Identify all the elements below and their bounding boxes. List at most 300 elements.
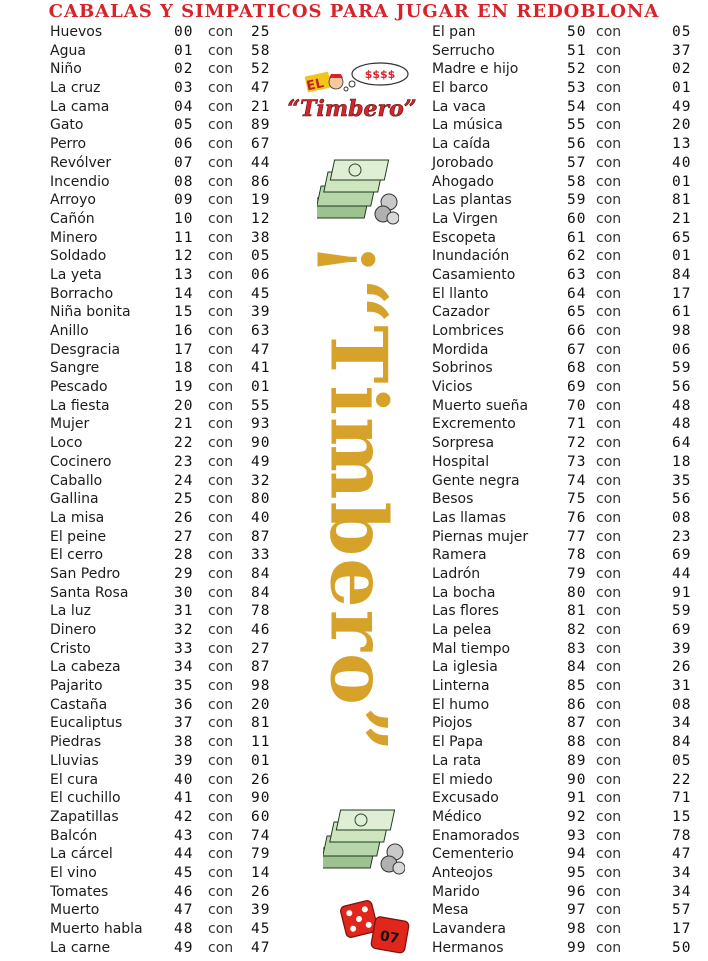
simpatico-number: 41 <box>251 360 271 377</box>
simpatico-number: 47 <box>251 939 271 956</box>
list-item <box>432 415 697 434</box>
simpatico-number: 47 <box>672 846 692 863</box>
connector-word: con <box>596 622 622 638</box>
list-item <box>432 883 697 902</box>
list-item <box>50 528 278 547</box>
cabala-name: Sorpresa <box>432 435 495 452</box>
right-column-list <box>432 23 697 957</box>
list-item <box>50 509 278 528</box>
simpatico-number: 33 <box>251 547 271 564</box>
simpatico-number: 59 <box>672 603 692 620</box>
connector-word: con <box>596 547 622 564</box>
cabala-number: 68 <box>567 360 587 377</box>
cabala-name: Perro <box>50 136 87 153</box>
list-item <box>50 827 278 846</box>
connector-word: con <box>596 416 622 433</box>
list-item <box>50 397 278 416</box>
simpatico-number: 67 <box>251 136 271 153</box>
simpatico-number: 01 <box>672 173 692 190</box>
simpatico-number: 79 <box>251 846 271 863</box>
cabala-number: 81 <box>567 603 587 620</box>
cabala-name: Las plantas <box>432 192 512 209</box>
simpatico-number: 84 <box>251 584 271 601</box>
cabala-number: 11 <box>174 229 194 246</box>
cabala-name: Muerto habla <box>50 921 143 937</box>
connector-word: con <box>596 883 622 900</box>
connector-word: con <box>208 939 234 956</box>
connector-word: con <box>596 790 622 807</box>
list-item <box>432 98 697 117</box>
cabala-number: 27 <box>174 528 194 545</box>
connector-word: con <box>208 435 234 452</box>
cabala-number: 93 <box>567 827 587 844</box>
cabala-name: La luz <box>50 603 91 620</box>
simpatico-number: 08 <box>672 696 692 713</box>
simpatico-number: 12 <box>251 210 271 227</box>
connector-word: con <box>596 771 622 788</box>
cabala-name: Muerto sueña <box>432 397 529 414</box>
list-item <box>50 98 278 117</box>
cabala-number: 66 <box>567 323 587 339</box>
cabala-number: 87 <box>567 715 587 732</box>
cabala-number: 28 <box>174 547 194 564</box>
simpatico-number: 21 <box>672 210 692 227</box>
list-item <box>50 584 278 603</box>
cabala-number: 61 <box>567 229 587 246</box>
simpatico-number: 15 <box>672 808 692 825</box>
connector-word: con <box>596 603 622 620</box>
connector-word: con <box>208 921 234 937</box>
list-item <box>432 341 697 360</box>
simpatico-number: 34 <box>672 864 692 881</box>
cabala-name: La música <box>432 117 503 134</box>
connector-word: con <box>596 61 622 78</box>
connector-word: con <box>208 248 234 265</box>
list-item <box>50 60 278 79</box>
connector-word: con <box>596 360 622 377</box>
simpatico-number: 01 <box>251 379 271 396</box>
cabala-name: Cementerio <box>432 846 514 863</box>
cabala-name: Escopeta <box>432 229 496 246</box>
simpatico-number: 58 <box>251 42 271 59</box>
cabala-number: 80 <box>567 584 587 601</box>
simpatico-number: 55 <box>251 397 271 414</box>
simpatico-number: 37 <box>672 42 692 59</box>
simpatico-number: 39 <box>251 902 271 919</box>
simpatico-number: 84 <box>672 734 692 751</box>
list-item <box>50 79 278 98</box>
cabala-number: 31 <box>174 603 194 620</box>
list-item <box>50 453 278 472</box>
simpatico-number: 93 <box>251 416 271 433</box>
list-item <box>50 247 278 266</box>
connector-word: con <box>208 771 234 788</box>
list-item <box>432 434 697 453</box>
cabala-number: 44 <box>174 846 194 863</box>
connector-word: con <box>208 416 234 433</box>
list-item <box>432 827 697 846</box>
connector-word: con <box>208 266 234 283</box>
cabala-number: 76 <box>567 509 587 526</box>
cabala-number: 19 <box>174 379 194 396</box>
page-title: CABALAS Y SIMPATICOS PARA JUGAR EN REDOBLONA <box>48 1 660 22</box>
connector-word: con <box>208 509 234 526</box>
cabala-name: Madre e hijo <box>432 61 519 78</box>
connector-word: con <box>208 715 234 732</box>
cabala-name: Enamorados <box>432 827 520 844</box>
simpatico-number: 86 <box>251 173 271 190</box>
cabala-name: Huevos <box>50 24 103 40</box>
cabala-number: 50 <box>567 24 587 40</box>
connector-word: con <box>596 117 622 134</box>
simpatico-number: 48 <box>672 416 692 433</box>
cabala-name: Pescado <box>50 379 108 396</box>
cabala-name: Las llamas <box>432 509 506 526</box>
simpatico-number: 32 <box>251 472 271 489</box>
list-item <box>432 490 697 509</box>
list-item <box>432 696 697 715</box>
simpatico-number: 61 <box>672 304 692 321</box>
cabala-name: Anteojos <box>432 864 493 881</box>
cabala-name: Santa Rosa <box>50 584 129 601</box>
cabala-number: 32 <box>174 622 194 638</box>
cabala-name: Mordida <box>432 341 489 358</box>
cabala-name: El cuchillo <box>50 790 121 807</box>
list-item <box>432 789 697 808</box>
list-item <box>50 415 278 434</box>
connector-word: con <box>596 472 622 489</box>
simpatico-number: 13 <box>672 136 692 153</box>
list-item <box>432 901 697 920</box>
cabala-name: El llanto <box>432 285 489 302</box>
connector-word: con <box>208 883 234 900</box>
list-item <box>432 116 697 135</box>
list-item <box>50 546 278 565</box>
list-item <box>50 901 278 920</box>
list-item <box>432 602 697 621</box>
simpatico-number: 50 <box>672 939 692 956</box>
simpatico-number: 65 <box>672 229 692 246</box>
simpatico-number: 91 <box>672 584 692 601</box>
cabala-number: 00 <box>174 24 194 40</box>
cabala-name: Cristo <box>50 640 91 657</box>
cabala-name: Gato <box>50 117 84 134</box>
connector-word: con <box>208 622 234 638</box>
list-item <box>50 845 278 864</box>
simpatico-number: 08 <box>672 509 692 526</box>
connector-word: con <box>596 42 622 59</box>
cabala-number: 71 <box>567 416 587 433</box>
simpatico-number: 98 <box>251 678 271 695</box>
list-item <box>432 658 697 677</box>
cabala-number: 56 <box>567 136 587 153</box>
connector-word: con <box>208 565 234 582</box>
cabala-number: 37 <box>174 715 194 732</box>
connector-word: con <box>596 939 622 956</box>
list-item <box>432 191 697 210</box>
cabala-number: 40 <box>174 771 194 788</box>
connector-word: con <box>596 491 622 508</box>
cabala-number: 26 <box>174 509 194 526</box>
connector-word: con <box>208 117 234 134</box>
cabala-number: 72 <box>567 435 587 452</box>
simpatico-number: 78 <box>672 827 692 844</box>
cabala-number: 18 <box>174 360 194 377</box>
simpatico-number: 34 <box>672 883 692 900</box>
list-item <box>432 640 697 659</box>
left-column-list <box>50 23 278 957</box>
cabala-number: 24 <box>174 472 194 489</box>
cabala-name: Sobrinos <box>432 360 493 377</box>
simpatico-number: 44 <box>672 565 692 582</box>
simpatico-number: 18 <box>672 453 692 470</box>
list-item <box>50 864 278 883</box>
connector-word: con <box>208 42 234 59</box>
cabala-number: 30 <box>174 584 194 601</box>
connector-word: con <box>208 846 234 863</box>
cabala-name: Excusado <box>432 790 499 807</box>
cabala-name: Las flores <box>432 603 499 620</box>
simpatico-number: 31 <box>672 678 692 695</box>
list-item <box>50 173 278 192</box>
simpatico-number: 45 <box>251 921 271 937</box>
connector-word: con <box>596 509 622 526</box>
simpatico-number: 14 <box>251 864 271 881</box>
list-item <box>50 434 278 453</box>
list-item <box>50 359 278 378</box>
cabala-number: 09 <box>174 192 194 209</box>
list-item <box>432 920 697 939</box>
cabala-number: 53 <box>567 80 587 97</box>
simpatico-number: 87 <box>251 528 271 545</box>
cabala-name: Hermanos <box>432 939 504 956</box>
cabala-name: Lavandera <box>432 921 506 937</box>
simpatico-number: 06 <box>672 341 692 358</box>
cabala-number: 89 <box>567 752 587 769</box>
simpatico-number: 23 <box>672 528 692 545</box>
simpatico-number: 21 <box>251 98 271 115</box>
cabala-number: 22 <box>174 435 194 452</box>
cabala-name: Ahogado <box>432 173 494 190</box>
list-item <box>432 42 697 61</box>
simpatico-number: 90 <box>251 435 271 452</box>
dice-number-text: 07 <box>378 928 401 948</box>
connector-word: con <box>208 98 234 115</box>
cabala-number: 23 <box>174 453 194 470</box>
list-item <box>432 808 697 827</box>
cabala-number: 16 <box>174 323 194 339</box>
list-item <box>50 640 278 659</box>
connector-word: con <box>208 603 234 620</box>
list-item <box>50 341 278 360</box>
cabala-name: El cura <box>50 771 99 788</box>
simpatico-number: 26 <box>251 771 271 788</box>
cabala-number: 98 <box>567 921 587 937</box>
cabala-name: La carne <box>50 939 111 956</box>
simpatico-number: 17 <box>672 285 692 302</box>
list-item <box>50 191 278 210</box>
list-item <box>50 229 278 248</box>
logo-bubble-text: $$$$ <box>364 68 396 81</box>
cabala-number: 59 <box>567 192 587 209</box>
connector-word: con <box>596 734 622 751</box>
simpatico-number: 39 <box>251 304 271 321</box>
list-item <box>432 621 697 640</box>
cabala-number: 94 <box>567 846 587 863</box>
cabala-name: Casamiento <box>432 266 516 283</box>
cabala-number: 49 <box>174 939 194 956</box>
cabala-name: Revólver <box>50 154 112 171</box>
connector-word: con <box>208 379 234 396</box>
list-item <box>50 322 278 341</box>
cabala-name: El humo <box>432 696 490 713</box>
list-item <box>432 210 697 229</box>
list-item <box>432 565 697 584</box>
simpatico-number: 84 <box>672 266 692 283</box>
simpatico-number: 59 <box>672 360 692 377</box>
cabala-number: 91 <box>567 790 587 807</box>
cabala-number: 92 <box>567 808 587 825</box>
cabala-number: 25 <box>174 491 194 508</box>
connector-word: con <box>596 24 622 40</box>
list-item <box>50 677 278 696</box>
cabala-name: Zapatillas <box>50 808 119 825</box>
cabala-number: 29 <box>174 565 194 582</box>
cabala-name: Cazador <box>432 304 490 321</box>
list-item <box>432 229 697 248</box>
list-item <box>432 528 697 547</box>
simpatico-number: 87 <box>251 659 271 676</box>
simpatico-number: 57 <box>672 902 692 919</box>
connector-word: con <box>596 808 622 825</box>
cabala-name: La yeta <box>50 266 102 283</box>
cabala-name: El barco <box>432 80 489 97</box>
cabala-number: 96 <box>567 883 587 900</box>
cabala-number: 74 <box>567 472 587 489</box>
connector-word: con <box>596 285 622 302</box>
cabala-name: Caballo <box>50 472 103 489</box>
cabala-number: 39 <box>174 752 194 769</box>
cabala-name: Muerto <box>50 902 100 919</box>
simpatico-number: 35 <box>672 472 692 489</box>
cabala-number: 14 <box>174 285 194 302</box>
connector-word: con <box>596 80 622 97</box>
cabala-name: Mesa <box>432 902 469 919</box>
cabala-number: 51 <box>567 42 587 59</box>
simpatico-number: 17 <box>672 921 692 937</box>
cabala-name: Tomates <box>50 883 109 900</box>
connector-word: con <box>208 136 234 153</box>
connector-word: con <box>208 752 234 769</box>
cabala-name: La vaca <box>432 98 486 115</box>
connector-word: con <box>208 864 234 881</box>
list-item <box>432 677 697 696</box>
list-item <box>50 472 278 491</box>
list-item <box>50 920 278 939</box>
cabala-name: Piernas mujer <box>432 528 529 545</box>
simpatico-number: 56 <box>672 491 692 508</box>
list-item <box>432 378 697 397</box>
simpatico-number: 49 <box>251 453 271 470</box>
cabala-name: Gente negra <box>432 472 520 489</box>
cabala-name: El pan <box>432 24 476 40</box>
cabala-number: 35 <box>174 678 194 695</box>
vertical-brand-text: ¡“Timbero” <box>312 242 404 754</box>
simpatico-number: 80 <box>251 491 271 508</box>
cabala-number: 41 <box>174 790 194 807</box>
connector-word: con <box>596 528 622 545</box>
logo-brand-text: “Timbero” <box>288 96 417 122</box>
connector-word: con <box>208 210 234 227</box>
list-item <box>50 808 278 827</box>
simpatico-number: 89 <box>251 117 271 134</box>
cabala-name: Desgracia <box>50 341 121 358</box>
cabala-number: 67 <box>567 341 587 358</box>
connector-word: con <box>596 210 622 227</box>
simpatico-number: 34 <box>672 715 692 732</box>
cabala-number: 70 <box>567 397 587 414</box>
connector-word: con <box>596 715 622 732</box>
cabala-number: 43 <box>174 827 194 844</box>
list-item <box>50 621 278 640</box>
cabala-name: Soldado <box>50 248 107 265</box>
simpatico-number: 40 <box>251 509 271 526</box>
cabala-number: 34 <box>174 659 194 676</box>
cabala-name: El Papa <box>432 734 484 751</box>
connector-word: con <box>208 360 234 377</box>
cabala-number: 73 <box>567 453 587 470</box>
cabala-number: 95 <box>567 864 587 881</box>
list-item <box>432 864 697 883</box>
cabala-name: La cruz <box>50 80 101 97</box>
cabala-number: 05 <box>174 117 194 134</box>
cabala-name: Hospital <box>432 453 490 470</box>
cabala-number: 13 <box>174 266 194 283</box>
simpatico-number: 38 <box>251 229 271 246</box>
connector-word: con <box>208 323 234 339</box>
simpatico-number: 20 <box>672 117 692 134</box>
cabala-name: La fiesta <box>50 397 110 414</box>
simpatico-number: 52 <box>251 61 271 78</box>
connector-word: con <box>596 453 622 470</box>
connector-word: con <box>596 98 622 115</box>
connector-word: con <box>208 192 234 209</box>
cabala-name: Loco <box>50 435 83 452</box>
cabala-number: 64 <box>567 285 587 302</box>
list-item <box>50 116 278 135</box>
cabala-number: 75 <box>567 491 587 508</box>
connector-word: con <box>596 435 622 452</box>
cabala-name: Minero <box>50 229 98 246</box>
cabala-name: Niño <box>50 61 82 78</box>
cabala-number: 20 <box>174 397 194 414</box>
list-item <box>432 266 697 285</box>
connector-word: con <box>596 584 622 601</box>
simpatico-number: 78 <box>251 603 271 620</box>
list-item <box>50 135 278 154</box>
simpatico-number: 05 <box>672 24 692 40</box>
list-item <box>50 658 278 677</box>
cabala-name: Agua <box>50 42 86 59</box>
connector-word: con <box>208 678 234 695</box>
list-item <box>432 247 697 266</box>
cabala-name: Ladrón <box>432 565 481 582</box>
cabala-name: Arroyo <box>50 192 96 209</box>
simpatico-number: 56 <box>672 379 692 396</box>
cabala-number: 83 <box>567 640 587 657</box>
list-item <box>50 210 278 229</box>
cabala-number: 54 <box>567 98 587 115</box>
